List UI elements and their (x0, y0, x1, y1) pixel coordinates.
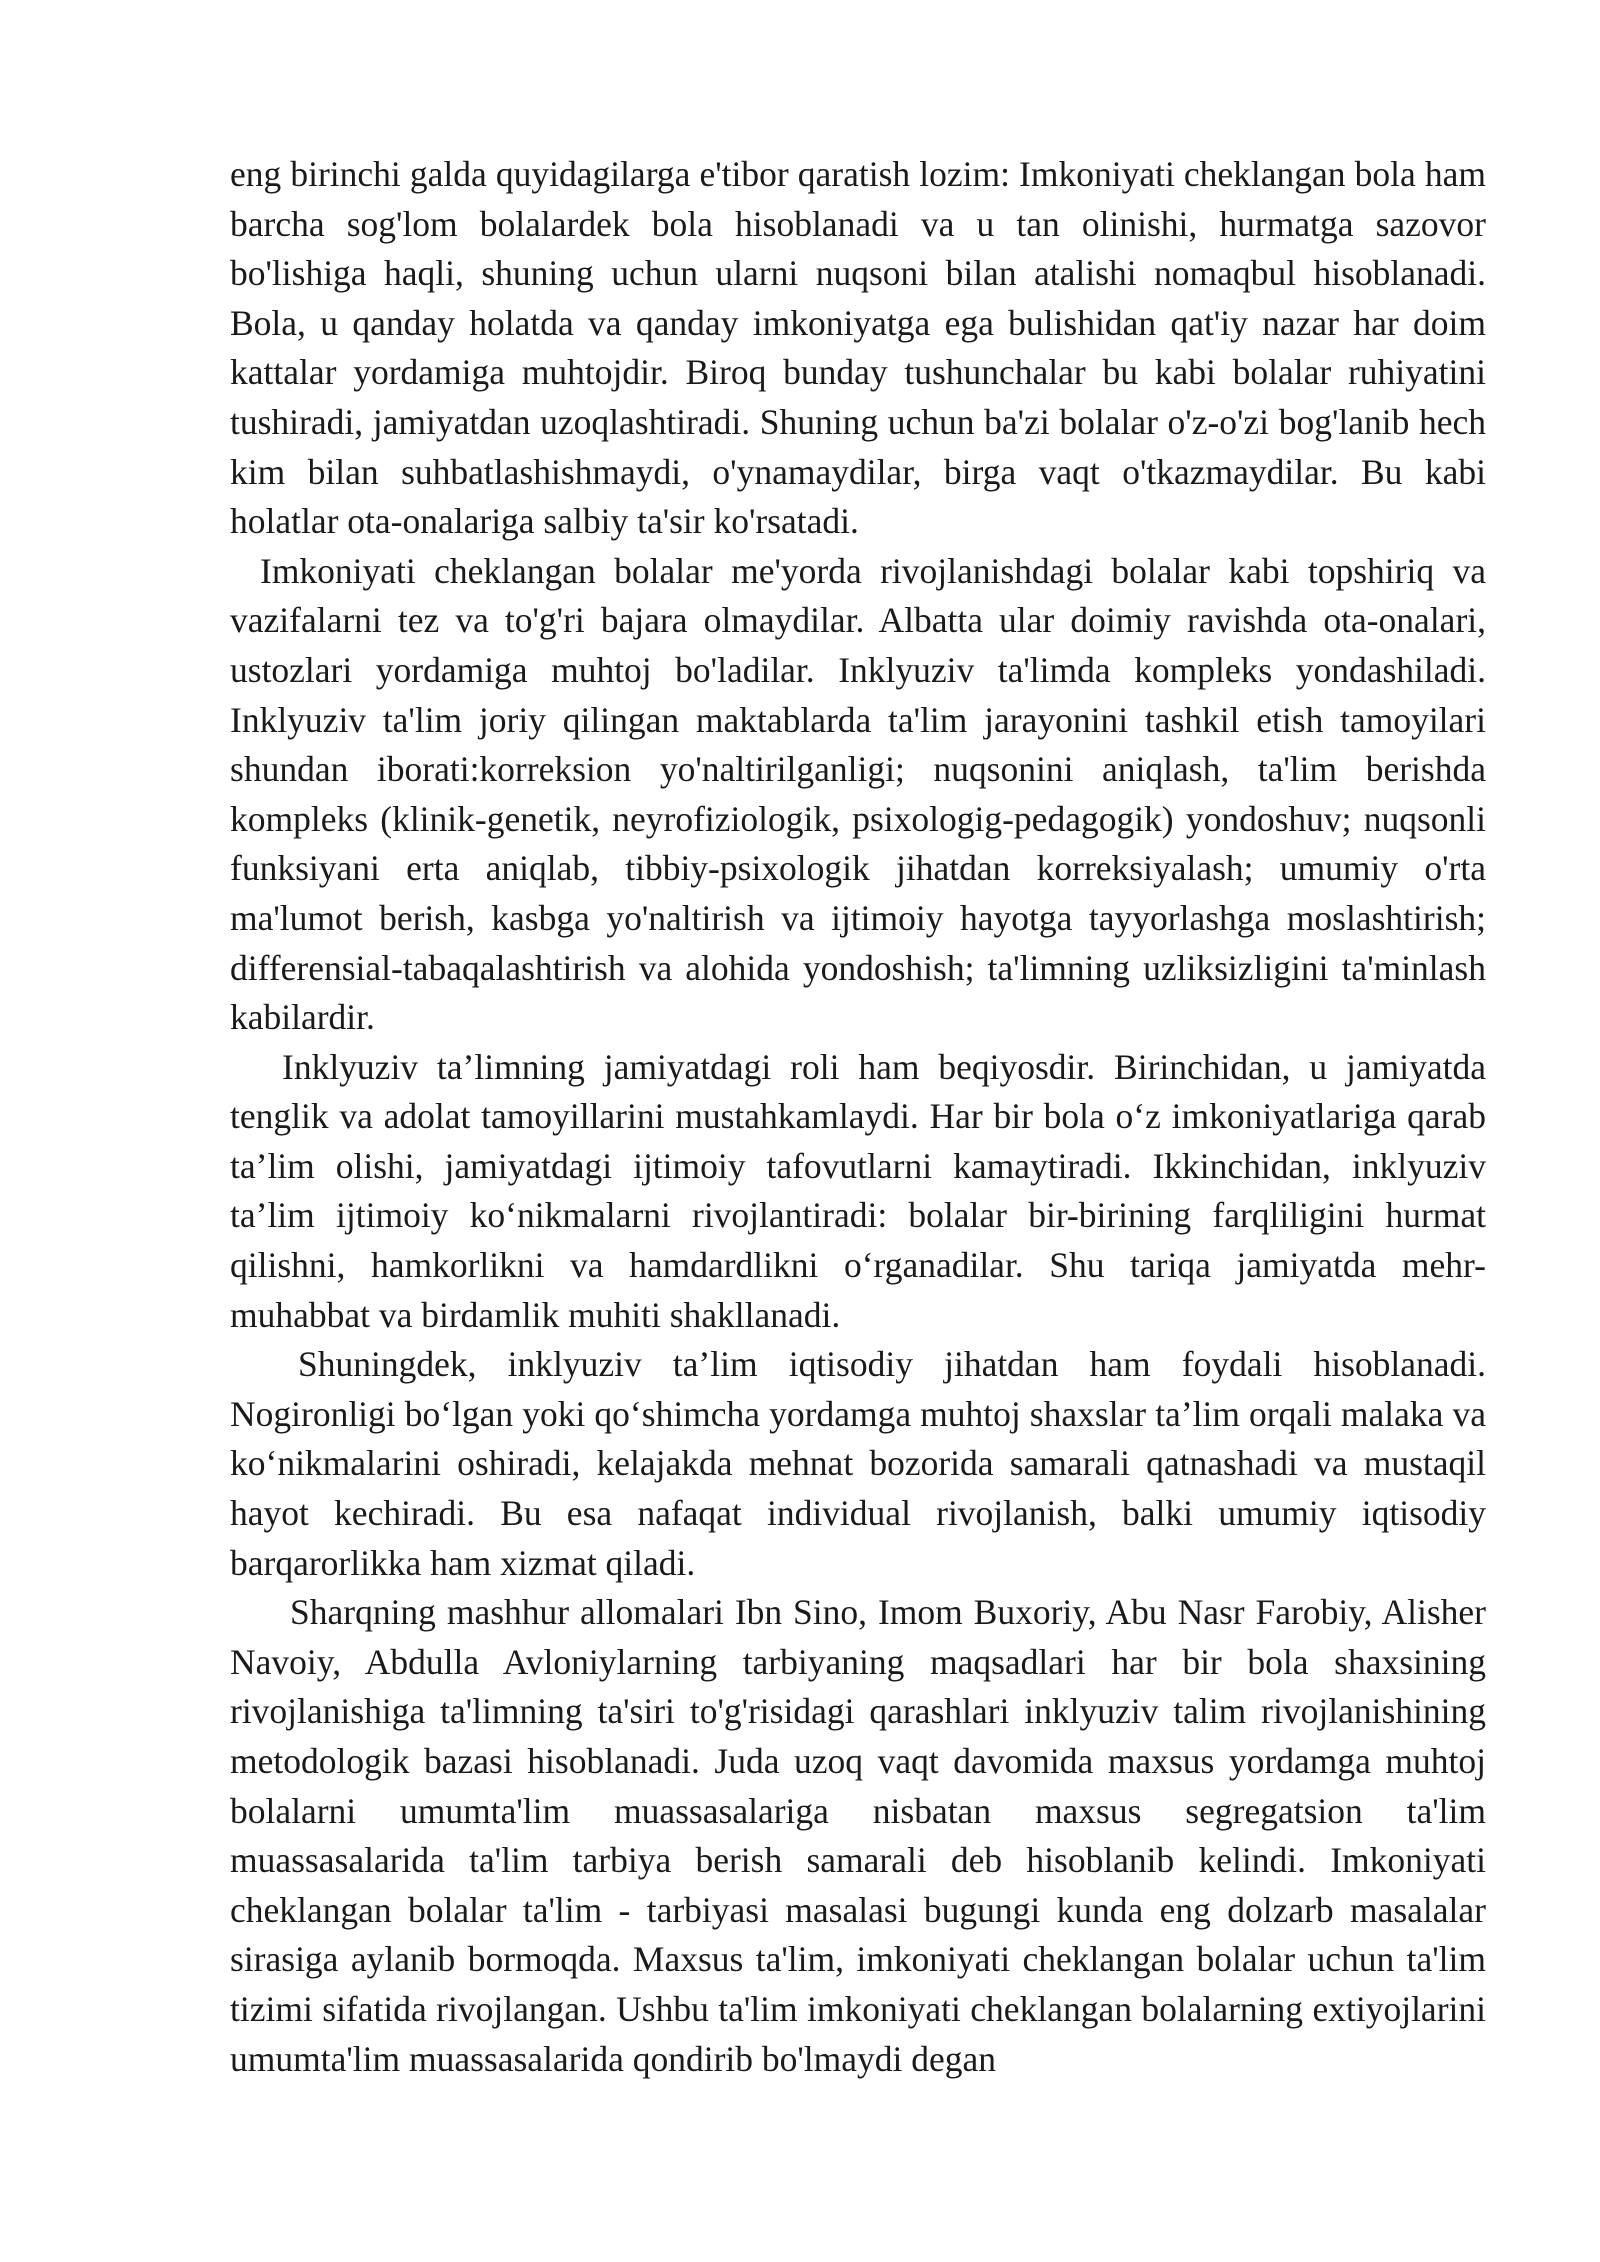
paragraph-4: Shuningdek, inklyuziv ta’lim iqtisodiy jihatdan ham foydali hisoblanadi. Nogironligi bo‘lgan yoki qo‘shimcha yordamga muhtoj shaxslar ta’lim orqali malaka va ko‘nikmalarini oshiradi, kelajakda mehnat bozorida samarali qatnashadi va mustaqil hayot kechiradi. Bu esa nafaqat individual rivojlanish, balki umumiy iqtisodiy barqarorlikka ham xizmat qiladi. (230, 1344, 1486, 1583)
paragraph-1: eng birinchi galda quyidagilarga e'tibor qaratish lozim: Imkoniyati cheklangan bola ham barcha sog'lom bolalardek bola hisoblanadi va u tan olinishi, hurmatga sazovor bo'lishiga haqli, shuning uchun ularni nuqsoni bilan atalishi nomaqbul hisoblanadi. Bola, u qanday holatda va qanday imkoniyatga ega bulishidan qat'iy nazar har doim kattalar yordamiga muhtojdir. Biroq bunday tushunchalar bu kabi bolalar ruhiyatini tushiradi, jamiyatdan uzoqlashtiradi. Shuning uchun ba'zi bolalar o'z-o'zi bog'lanib hech kim bilan suhbatlashishmaydi, o'ynamaydilar, birga vaqt o'tkazmaydilar. Bu kabi holatlar ota-onalariga salbiy ta'sir ko'rsatadi. (230, 154, 1486, 542)
paragraph-5: Sharqning mashhur allomalari Ibn Sino, Imom Buxoriy, Abu Nasr Farobiy, Alisher Navoiy, Abdulla Avloniylarning tarbiyaning maqsadlari har bir bola shaxsining rivojlanishiga ta'limning ta'siri to'g'risidagi qarashlari inklyuziv talim rivojlanishining metodologik bazasi hisoblanadi. Juda uzoq vaqt davomida maxsus yordamga muhtoj bolalarni umumta'lim muassasalariga nisbatan maxsus segregatsion ta'lim muassasalarida ta'lim tarbiya berish samarali deb hisoblanib kelindi. Imkoniyati cheklangan bolalar ta'lim - tarbiyasi masalasi bugungi kunda eng dolzarb masalalar sirasiga aylanib bormoqda. Maxsus ta'lim, imkoniyati cheklangan bolalar uchun ta'lim tizimi sifatida rivojlangan. Ushbu ta'lim imkoniyati cheklangan bolalarning extiyojlarini umumta'lim muassasalarida qondirib bo'lmaydi degan (230, 1592, 1486, 2079)
paragraph-2: Imkoniyati cheklangan bolalar me'yorda rivojlanishdagi bolalar kabi topshiriq va vazifalarni tez va to'g'ri bajara olmaydilar. Albatta ular doimiy ravishda ota-onalari, ustozlari yordamiga muhtoj bo'ladilar. Inklyuziv ta'limda kompleks yondashiladi. Inklyuziv ta'lim joriy qilingan maktablarda ta'lim jarayonini tashkil etish tamoyilari shundan iborati:korreksion yo'naltirilganligi; nuqsonini aniqlash, ta'lim berishda kompleks (klinik-genetik, neyrofiziologik, psixologig-pedagogik) yondoshuv; nuqsonli funksiyani erta aniqlab, tibbiy-psixologik jihatdan korreksiyalash; umumiy o'rta ma'lumot berish, kasbga yo'naltirish va ijtimoiy hayotga tayyorlashga moslashtirish; differensial-tabaqalashtirish va alohida yondoshish; ta'limning uzliksizligini ta'minlash kabilardir. (230, 550, 1486, 1038)
paragraph-3: Inklyuziv ta’limning jamiyatdagi roli ham beqiyosdir. Birinchidan, u jamiyatda tenglik va adolat tamoyillarini mustahkamlaydi. Har bir bola o‘z imkoniyatlariga qarab ta’lim olishi, jamiyatdagi ijtimoiy tafovutlarni kamaytiradi. Ikkinchidan, inklyuziv ta’lim ijtimoiy ko‘nikmalarni rivojlantiradi: bolalar bir-birining farqliligini hurmat qilishni, hamkorlikni va hamdardlikni o‘rganadilar. Shu tariqa jamiyatda mehr-muhabbat va birdamlik muhiti shakllanadi. (230, 1046, 1486, 1335)
document-page (230, 150, 1486, 2084)
